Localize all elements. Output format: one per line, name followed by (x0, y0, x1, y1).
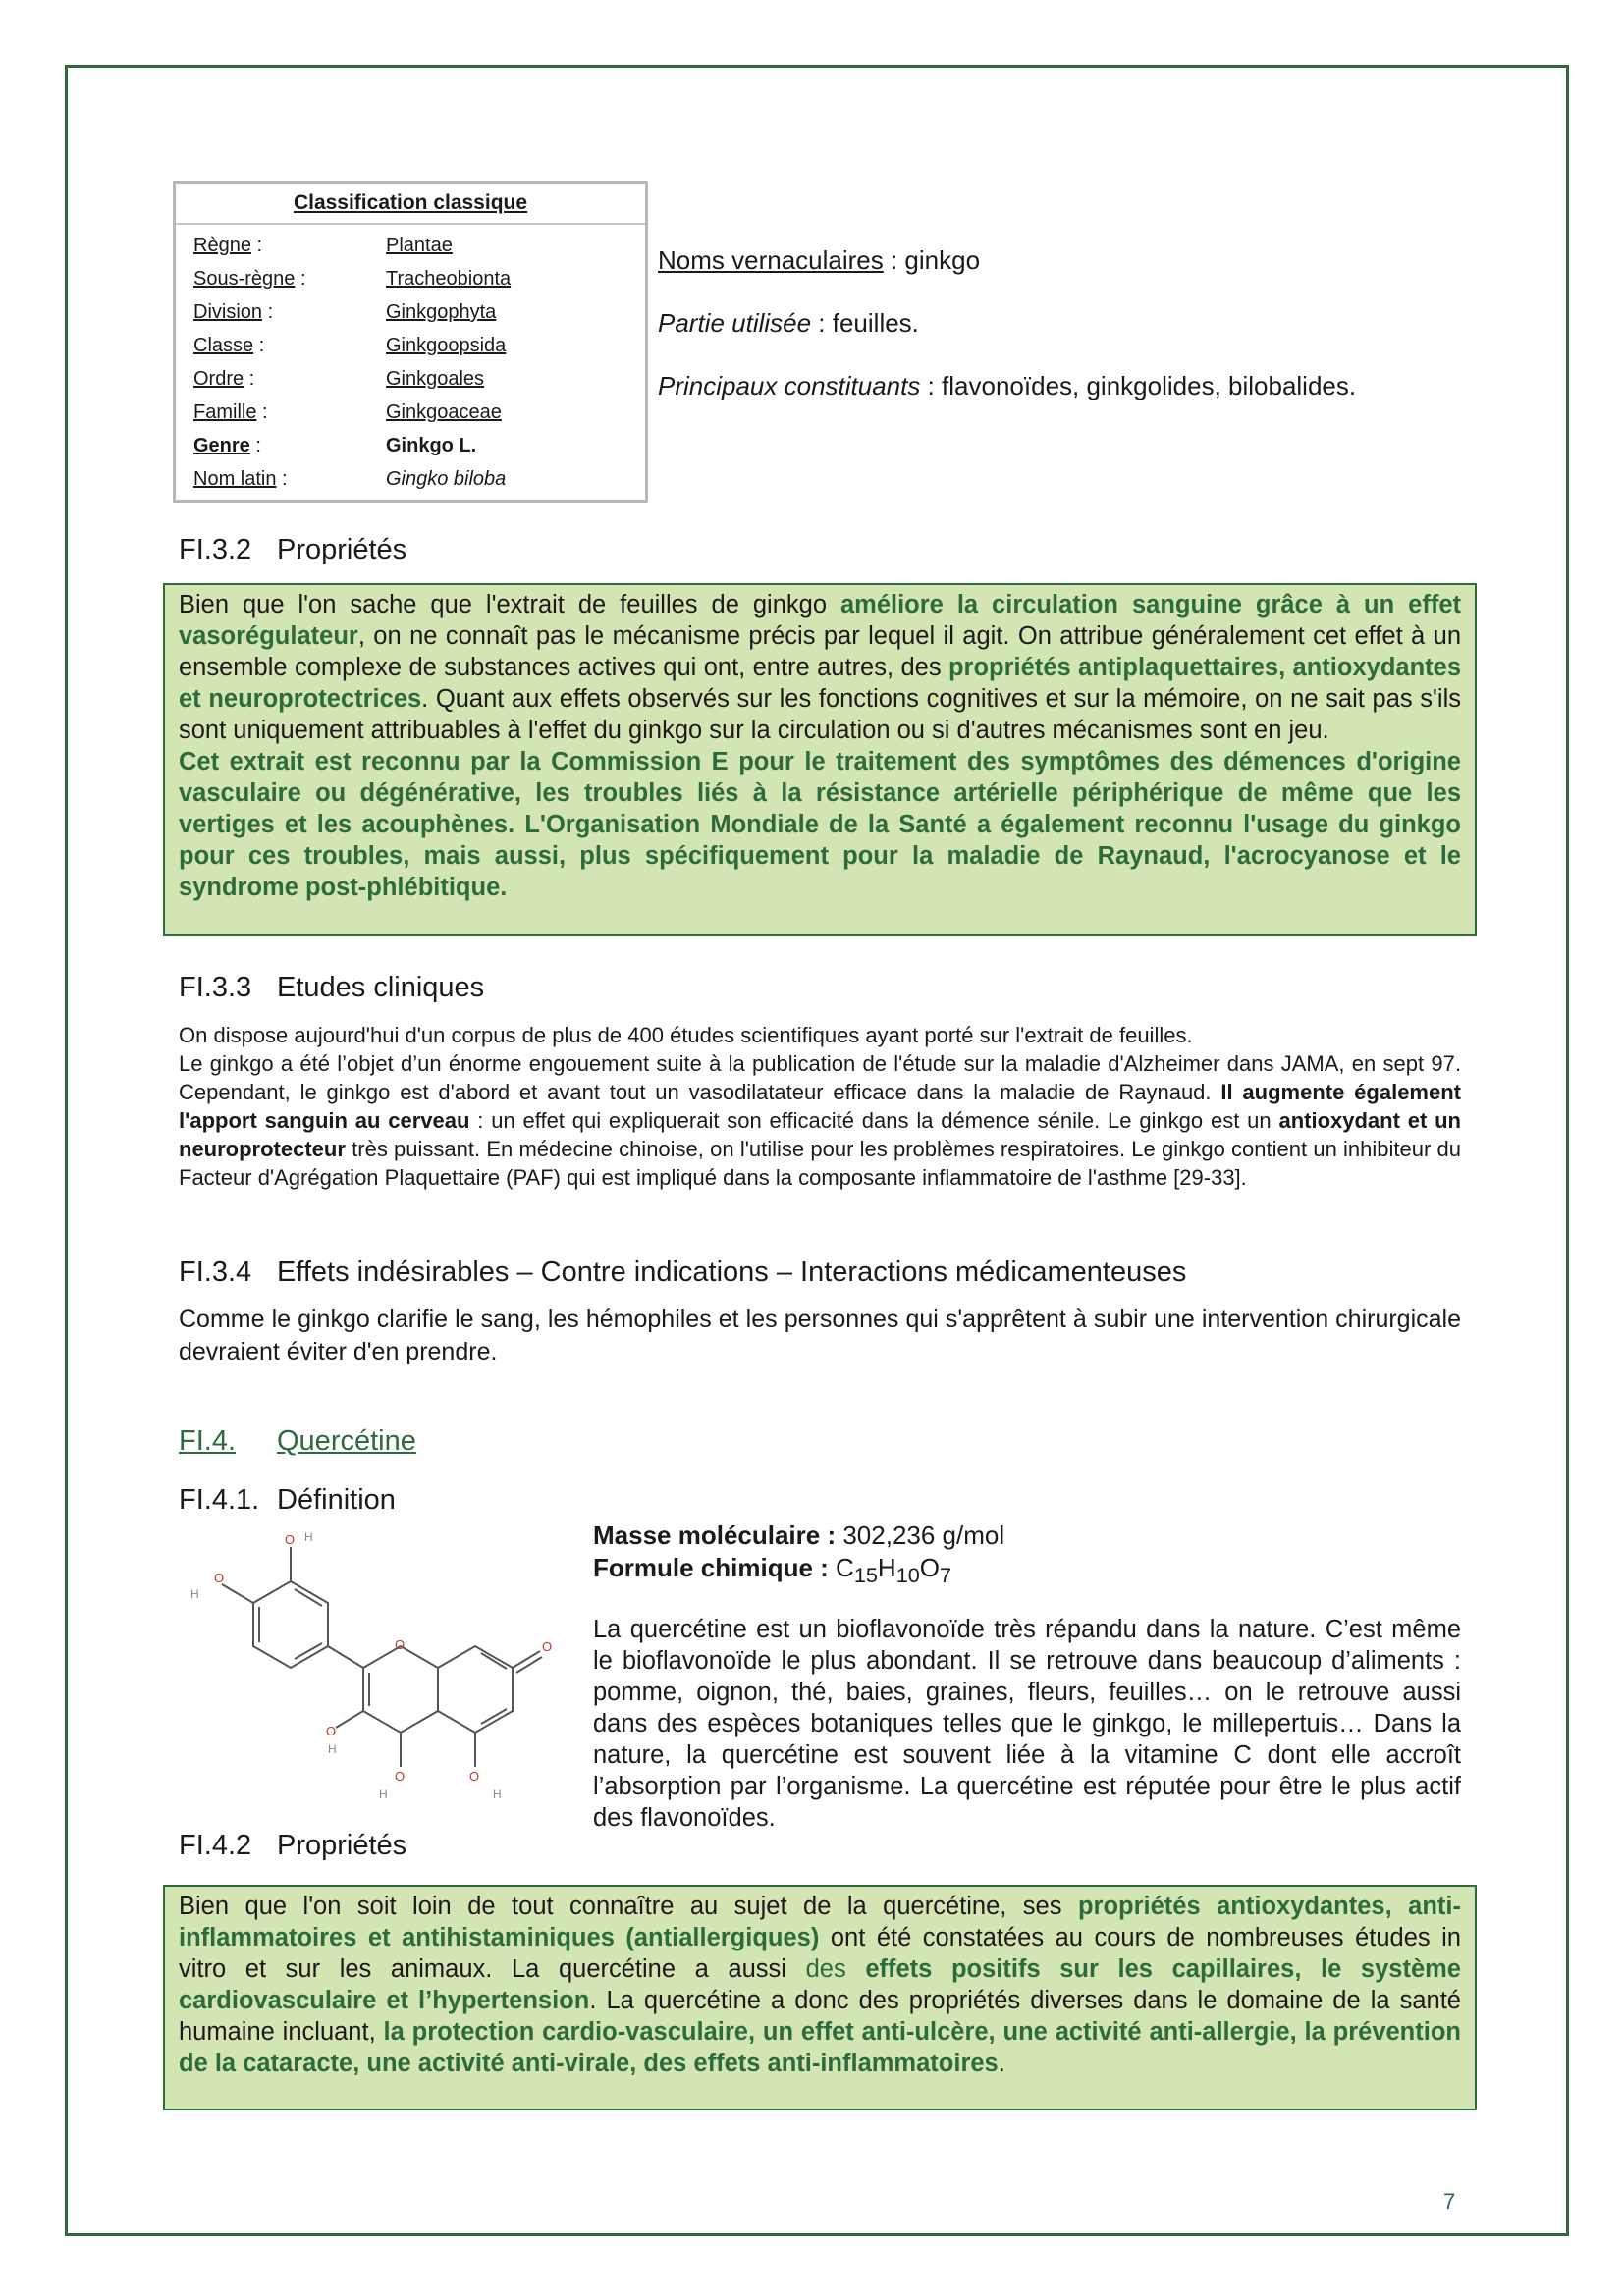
vernacular-value: : ginkgo (883, 245, 981, 275)
rank-link[interactable]: Division (193, 301, 263, 323)
hydrogen-atom-label: H (190, 1587, 199, 1601)
quercetin-description: La quercétine est un bioflavonoïde très répandu dans la nature. C’est même le bioflavonoïde le plus abondant. Il se retrouve dans beaucoup d’aliments : pomme, oignon, thé, baies, graines, fleurs, feuilles… on le retrouve aussi dans des espèces botaniques telles que le ginkgo, le millepertuis… Dans la nature, la quercétine est souvent liée à la vitamine C dont elle accroît l’absorption par l’organisme. La quercétine est réputée pour être le plus actif des flavonoïdes. (593, 1616, 1461, 1832)
used-part (658, 308, 919, 339)
taxon-link[interactable]: Ginkgophyta (386, 301, 497, 323)
taxon-genus: Ginkgo L. (386, 435, 477, 456)
section-heading-etudes: FI.3.3 Etudes cliniques (179, 972, 485, 1003)
hydrogen-atom-label: H (328, 1742, 337, 1756)
molecular-mass: Masse moléculaire : 302,236 g/mol (593, 1521, 1005, 1550)
molecule-info (593, 1520, 1004, 1591)
taxon-link[interactable]: Ginkgoaceae (386, 401, 502, 423)
classification-divider (176, 223, 645, 225)
rank-link[interactable]: Ordre (193, 368, 244, 390)
oxygen-atom-label: O (395, 1637, 406, 1652)
classification-row: Classe : Ginkgoopsida (193, 335, 507, 356)
classification-title: Classification classique (293, 191, 528, 214)
rank-link[interactable]: Nom latin (193, 468, 277, 490)
taxon-link[interactable]: Plantae (386, 235, 453, 256)
taxon-latin-name: Gingko biloba (386, 468, 507, 490)
oxygen-atom-label: O (326, 1724, 337, 1738)
part-label: Partie utilisée (658, 308, 812, 338)
vernacular-label[interactable]: Noms vernaculaires (658, 245, 884, 275)
section-heading-proprietes: FI.3.2 Propriétés (179, 534, 407, 565)
hydrogen-atom-label: H (304, 1530, 313, 1544)
classification-row: Nom latin : Gingko biloba (193, 468, 507, 490)
properties-box: Bien que l'on sache que l'extrait de feuilles de ginkgo améliore la circulation sanguine grâce à un effet vasorégulateur, on ne connaît pas le mécanisme précis par lequel il agit. On attribue généralement cet effet à un ensemble complexe de substances actives qui ont, entre autres, des propriétés antiplaquettaires, antioxydantes et neuroprotectrices. Quant aux effets observés sur les fonctions cognitives et sur la mémoire, on ne sait pas s'ils sont uniquement attribuables à l'effet du ginkgo sur la circulation ou si d'autres mécanismes sont en jeu. Cet extrait est reconnu par la Commission E pour le traitement des symptômes des démences d'origine vasculaire ou dégénérative, les troubles liés à la résistance artérielle périphérique de même que les vertiges et les acouphènes. L'Organisation Mondiale de la Santé a également reconnu l'usage du ginkgo pour ces troubles, mais aussi, plus spécifiquement pour la maladie de Raynaud, l'acrocyanose et le syndrome post-phlébitique. (163, 583, 1477, 936)
taxon-link[interactable]: Ginkgoales (386, 368, 485, 390)
oxygen-atom-label: O (542, 1639, 553, 1654)
section-heading-proprietes-quercetine: FI.4.2 Propriétés (179, 1830, 407, 1861)
hydrogen-atom-label: H (379, 1788, 388, 1801)
classification-row: Sous-règne : Tracheobionta (193, 268, 512, 290)
rank-link[interactable]: Classe (193, 335, 254, 356)
classification-row: Division : Ginkgophyta (193, 301, 497, 323)
rank-link[interactable]: Règne (193, 235, 251, 256)
page-number: 7 (1443, 2189, 1456, 2214)
section-heading-quercetine[interactable]: FI.4. Quercétine (179, 1425, 416, 1457)
classification-row: Ordre : Ginkgoales (193, 368, 485, 390)
vernacular-names (658, 245, 980, 276)
oxygen-atom-label: O (214, 1571, 225, 1585)
classification-row: Règne : Plantae (193, 235, 453, 256)
section-heading-definition: FI.4.1. Définition (179, 1484, 396, 1516)
section-heading-effets: FI.3.4 Effets indésirables – Contre indications – Interactions médicamenteuses (179, 1256, 1187, 1288)
classification-table (173, 181, 648, 503)
oxygen-atom-label: O (395, 1769, 406, 1784)
clinical-studies-text: On dispose aujourd'hui d'un corpus de plus de 400 études scientifiques ayant porté sur l'extrait de feuilles. Le ginkgo a été l’objet d’un énorme engouement suite à la publication de l'étude sur la maladie d'Alzheimer dans JAMA, en sept 97. Cependant, le ginkgo est d'abord et avant tout un vasodilatateur efficace dans la maladie de Raynaud. Il augmente également l'apport sanguin au cerveau : un effet qui expliquerait son efficacité dans la démence sénile. Le ginkgo est un antioxydant et un neuroprotecteur très puissant. En médecine chinoise, on l'utilise pour les problèmes respiratoires. Le ginkgo contient un inhibiteur du Facteur d'Agrégation Plaquettaire (PAF) qui est impliqué dans la composante inflammatoire de l'asthme [29-33]. (179, 1023, 1462, 1190)
oxygen-atom-label: O (285, 1532, 296, 1547)
side-effects-text: Comme le ginkgo clarifie le sang, les hémophiles et les personnes qui s'apprêtent à subir une intervention chirurgicale devraient éviter d'en prendre. (179, 1306, 1461, 1365)
taxon-link[interactable]: Tracheobionta (386, 268, 512, 290)
oxygen-atom-label: O (469, 1769, 480, 1784)
constituents-value: : flavonoïdes, ginkgolides, bilobalides. (920, 371, 1357, 400)
quercetin-structure-diagram (183, 1527, 575, 1822)
taxon-link[interactable]: Ginkgoopsida (386, 335, 507, 356)
rank-link[interactable]: Sous-règne (193, 268, 296, 290)
main-constituents (658, 371, 1356, 401)
quercetin-properties-box: Bien que l'on soit loin de tout connaître au sujet de la quercétine, ses propriétés antioxydantes, anti-inflammatoires et antihistaminiques (antiallergiques) ont été constatées au cours de nombreuses études in vitro et sur les animaux. La quercétine a aussi des effets positifs sur les capillaires, le système cardiovasculaire et l’hypertension. La quercétine a donc des propriétés diverses dans le domaine de la santé humaine incluant, la protection cardio-vasculaire, un effet anti-ulcère, une activité anti-allergie, la prévention de la cataracte, une activité anti-virale, des effets anti-inflammatoires. (163, 1885, 1477, 2110)
part-value: : feuilles. (811, 308, 919, 338)
rank-link[interactable]: Genre (193, 435, 250, 456)
hydrogen-atom-label: H (493, 1788, 502, 1801)
rank-link[interactable]: Famille (193, 401, 257, 423)
constituents-label: Principaux constituants (658, 371, 921, 400)
classification-row: Genre : Ginkgo L. (193, 435, 477, 456)
chemical-formula: Formule chimique : $C_{15}H_{10}O_7$ (593, 1553, 952, 1588)
classification-row: Famille : Ginkgoaceae (193, 401, 502, 423)
